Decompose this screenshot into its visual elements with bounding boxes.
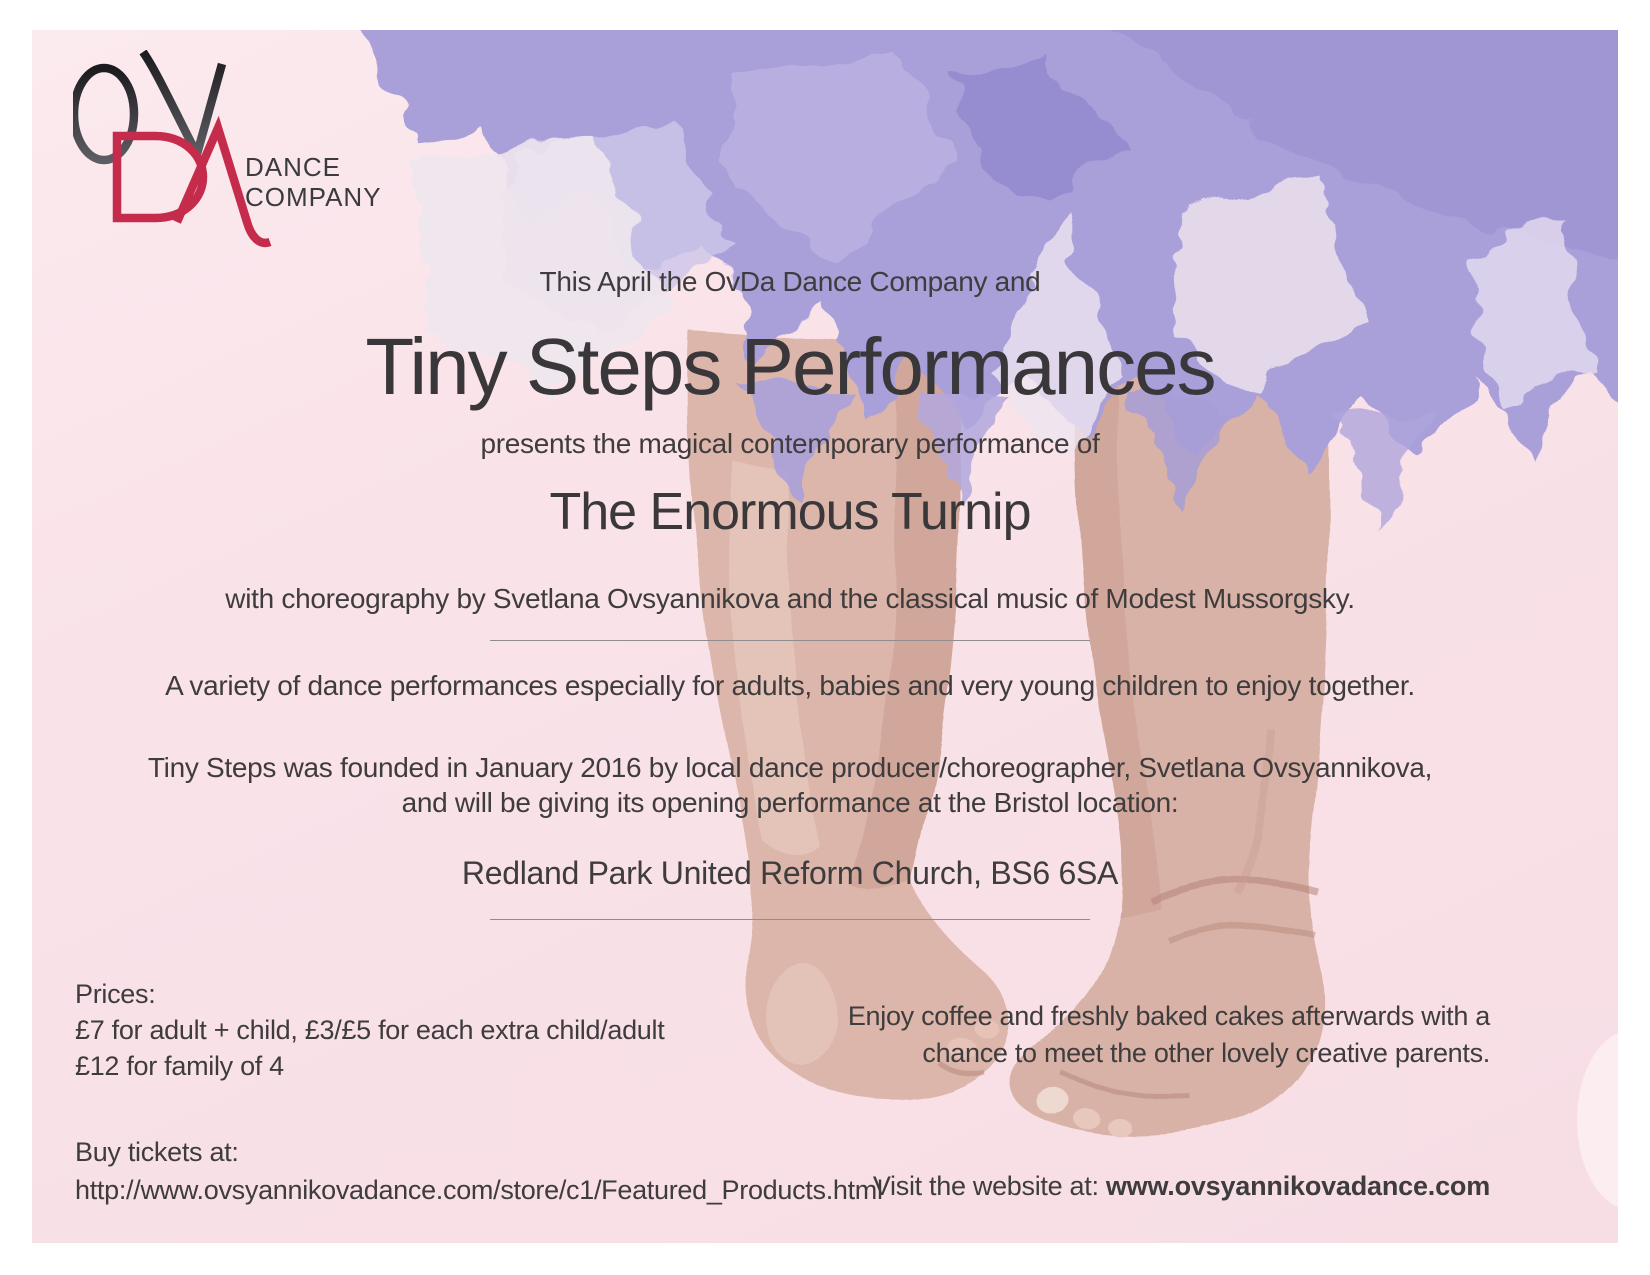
prices-block — [75, 976, 664, 1084]
logo-subtitle-dance: DANCE — [245, 152, 342, 182]
founding-description — [32, 750, 1583, 820]
coffee-line-1: Enjoy coffee and freshly baked cakes afterwards with a — [847, 1001, 1490, 1031]
website-url: www.ovsyannikovadance.com — [1105, 1171, 1490, 1201]
logo-subtitle-company: COMPANY — [245, 182, 382, 212]
prices-heading: Prices: — [75, 979, 156, 1009]
coffee-note — [848, 998, 1490, 1072]
prices-line-1: £7 for adult + child, £3/£5 for each extra child/adult — [75, 1015, 665, 1045]
tickets-heading: Buy tickets at: — [75, 1137, 239, 1167]
show-title: The Enormous Turnip — [549, 483, 1031, 541]
intro-line: This April the OvDa Dance Company and — [539, 266, 1041, 297]
divider-bottom — [490, 919, 1090, 920]
tickets-url: http://www.ovsyannikovadance.com/store/c1/Featured_Products.html — [75, 1175, 883, 1205]
prices-line-2: £12 for family of 4 — [75, 1051, 284, 1081]
pale-blob-decoration — [1577, 1030, 1618, 1210]
presents-line: presents the magical contemporary performance of — [480, 428, 1100, 459]
coffee-line-2: chance to meet the other lovely creative parents. — [922, 1038, 1490, 1068]
main-title: Tiny Steps Performances — [365, 322, 1215, 411]
choreography-line: with choreography by Svetlana Ovsyannikova and the classical music of Modest Mussorgsky. — [225, 583, 1355, 614]
founding-line-1: Tiny Steps was founded in January 2016 by local dance producer/choreographer, Svetlana Ovsyannikova, — [147, 752, 1433, 783]
logo-subtitle — [245, 152, 382, 212]
logo-letter-d — [117, 136, 203, 218]
divider-top — [490, 640, 1090, 641]
logo-letter-o — [74, 68, 134, 160]
description-line: A variety of dance performances especially for adults, babies and very young children to enjoy together. — [165, 670, 1415, 701]
website-line — [873, 1171, 1490, 1202]
poster — [32, 30, 1618, 1243]
website-prefix: Visit the website at: — [872, 1171, 1106, 1201]
tickets-block — [75, 1133, 883, 1209]
founding-line-2: and will be giving its opening performance at the Bristol location: — [401, 787, 1179, 818]
venue-line: Redland Park United Reform Church, BS6 6SA — [461, 855, 1119, 891]
